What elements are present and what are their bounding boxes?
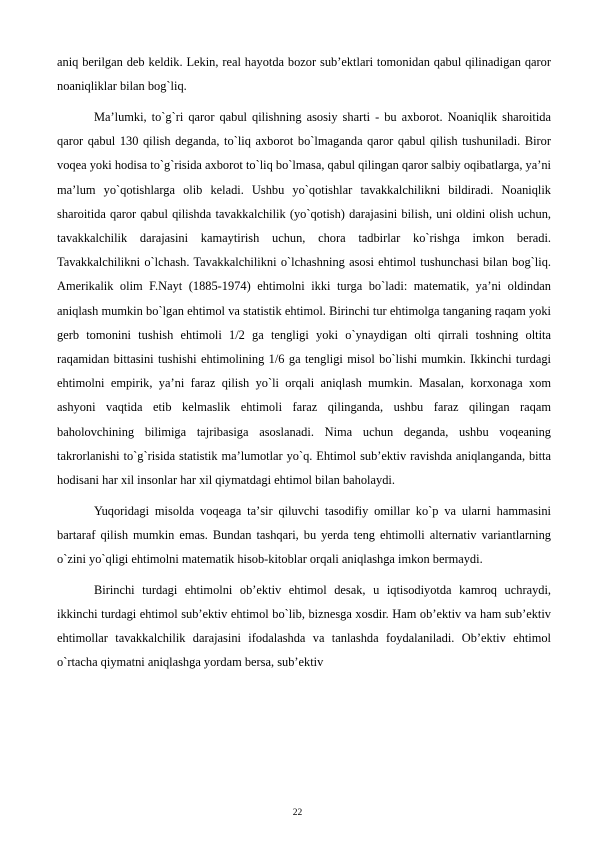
paragraph-decision-under-uncertainty: Maʼlumki, to`g`ri qaror qabul qilishning asosiy sharti - bu axborot. Noaniqlik sharoitida qaror qabul 130 qilish deganda, to`liq axborot bo`lmaganda qaror qabul qilish tushuniladi. Biror voqea yoki hodisa to`g`risida axborot to`liq bo`lmasa, qabul qilingan qaror salbiy oqibatlarga, yaʼni maʼlum yo`qotishlarga olib keladi. Ushbu yo`qotishlar tavakkalchilikni bildiradi. Noaniqlik sharoitida qaror qabul qilishda tavakkalchilik (yo`qotish) darajasini bilish, uni oldini olish uchun, tavakkalchilik darajasini kamaytirish uchun, chora tadbirlar ko`rishga imkon beradi. Tavakkalchilikni o`lchash. Tavakkalchilikni o`lchashning asosi ehtimol tushunchasi bilan bog`liq. Amerikalik olim F.Nayt (1885-1974) ehtimolni ikki turga bo`ladi: matematik, yaʼni oldindan aniqlash mumkin bo`lgan ehtimol va statistik ehtimol. Birinchi tur ehtimolga tanganing raqam yoki gerb tomonini tushish ehtimoli 1/2 ga tengligi yoki o`ynaydigan olti qirrali toshning oltita raqamidan bittasini tushishi ehtimolining 1/6 ga tengligi misol bo`lishi mumkin. Ikkinchi turdagi ehtimolni empirik, yaʼni faraz qilish yo`li orqali aniqlash mumkin. Masalan, korxonaga xom ashyoni vaqtida etib kelmaslik ehtimoli faraz qilinganda, ushbu faraz qilingan raqam baholovchining bilimiga tajribasiga asoslanadi. Nima uchun deganda, ushbu voqeaning takrorlanishi to`g`risida statistik maʼlumotlar yo`q. Ehtimol subʼektiv ravishda aniqlanganda, bitta hodisani har xil insonlar har xil qiymatdagi ehtimol bilan baholaydi. (57, 109, 551, 487)
paragraph-objective-subjective-probability: Birinchi turdagi ehtimolni obʼektiv ehtimol desak, u iqtisodiyotda kamroq uchraydi, ikkinchi turdagi ehtimol subʼektiv ehtimol bo`lib, biznesga xosdir. Ham obʼektiv va ham subʼektiv ehtimollar tavakkalchilik darajasini ifodalashda va tanlashda foydalaniladi. Obʼektiv ehtimol o`rtacha qiymatni aniqlashga yordam bersa, subʼektiv (57, 582, 551, 670)
page-content (57, 50, 551, 675)
paragraph-continuation: aniq berilgan deb keldik. Lekin, real hayotda bozor subʼektlari tomonidan qabul qilinadigan qaror noaniqliklar bilan bog`liq. (57, 55, 551, 94)
page-number: 22 (292, 808, 303, 818)
paragraph-random-factors: Yuqoridagi misolda voqeaga taʼsir qiluvchi tasodifiy omillar ko`p va ularni hammasini bartaraf qilish mumkin emas. Bundan tashqari, bu yerda teng ehtimolli alternativ variantlarning o`zini yo`qligi ehtimolni matematik hisob-kitoblar orqali aniqlashga imkon bermaydi. (57, 503, 551, 567)
